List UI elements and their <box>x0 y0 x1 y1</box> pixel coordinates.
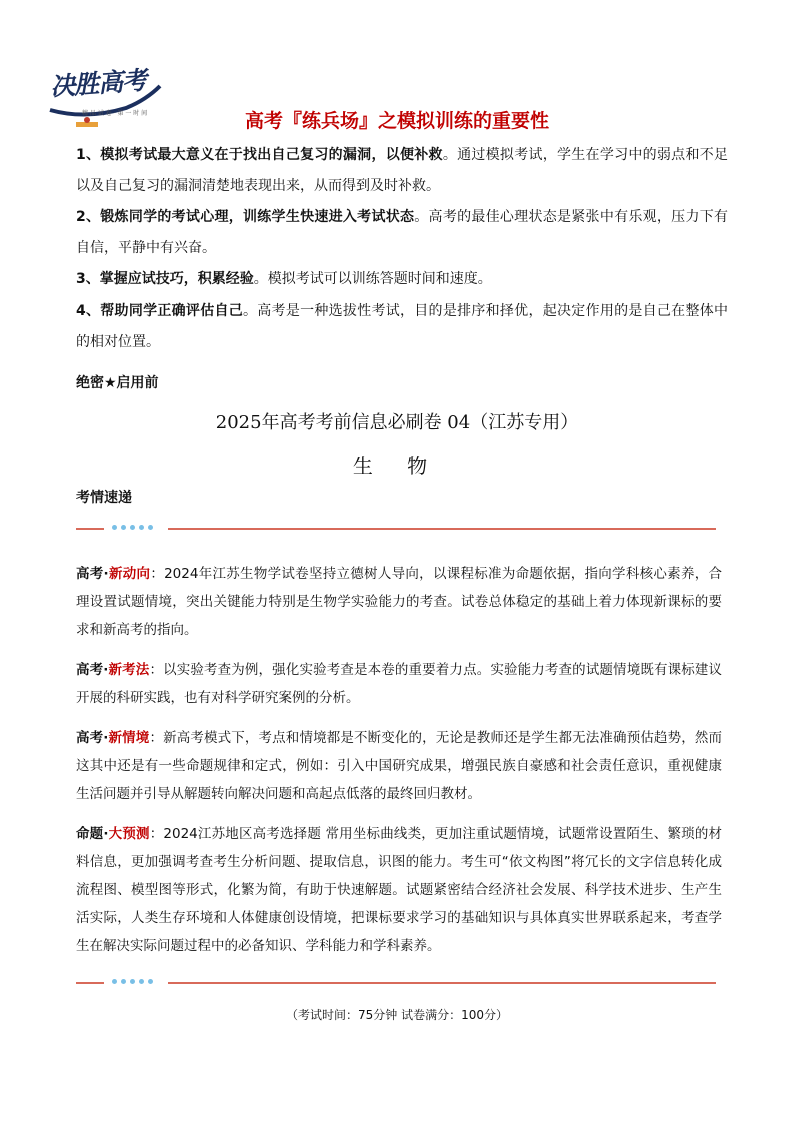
info-prediction: 命题·大预测：2024江苏地区高考选择题 常用坐标曲线类，更加注重试题情境，试题常设置陌生、繁琐的材料信息，更加强调考查考生分析问题、提取信息，识图的能力。考生可“依文构图”将冗长的文字信息转化成流程图、模型图等形式，化繁为简，有助于快速解题。试题紧密结合经济社会发展、科学技术进步、生产生活实际，人类生存环境和人体健康创设情境，把课标要求学习的基础知识与具体真实世界联系起来，考查学生在解决实际问题过程中的必备知识、学科能力和学科素养。 <box>76 826 722 954</box>
divider-top <box>76 523 716 535</box>
info-new-method: 高考·新考法：以实验考查为例，强化实验考查是本卷的重要着力点。实验能力考查的试题情境既有课标建议开展的科研实践，也有对科学研究案例的分析。 <box>76 662 722 706</box>
point-4: 4、帮助同学正确评估自己。高考是一种选拔性考试，目的是排序和择优，起决定作用的是自己在整体中的相对位置。 <box>76 303 728 350</box>
point-1: 1、模拟考试最大意义在于找出自己复习的漏洞，以便补救。通过模拟考试，学生在学习中的弱点和不足以及自己复习的漏洞清楚地表现出来，从而得到及时补救。 <box>76 147 728 194</box>
exam-title: 2025年高考考前信息必刷卷 04（江苏专用） <box>215 412 579 433</box>
exam-info-footer: （考试时间：75分钟 试卷满分：100分） <box>286 1008 508 1022</box>
point-2: 2、锻炼同学的考试心理，训练学生快速进入考试状态。高考的最佳心理状态是紧张中有乐观，压力下有自信，平静中有兴奋。 <box>76 209 728 256</box>
page-title: 高考『练兵场』之模拟训练的重要性 <box>244 110 549 132</box>
info-new-direction: 高考·新动向：2024年江苏生物学试卷坚持立德树人导向，以课程标准为命题依据，指向学科核心素养，合理设置试题情境，突出关键能力特别是生物学实验能力的考查。试卷总体稳定的基础上着力体现新课标的要求和新高考的指向。 <box>76 566 723 638</box>
info-new-context: 高考·新情境：新高考模式下，考点和情境都是不断变化的，无论是教师还是学生都无法准确预估趋势，然而这其中还是有一些命题规律和定式，例如：引入中国研究成果，增强民族自豪感和社会责任意识，重视健康生活问题并引导从解题转向解决问题和高起点低落的最终回归教材。 <box>76 730 722 802</box>
logo-text: 决胜高考 <box>49 65 148 102</box>
point-3: 3、掌握应试技巧，积累经验。模拟考试可以训练答题时间和速度。 <box>76 271 492 287</box>
logo-subtitle: 精 品 试 卷 · 第 一 时 间 <box>82 110 148 117</box>
section-heading: 考情速递 <box>76 490 132 506</box>
secret-label: 绝密★启用前 <box>76 375 159 391</box>
subject-title: 生 物 <box>352 454 442 478</box>
divider-bottom <box>76 977 716 989</box>
